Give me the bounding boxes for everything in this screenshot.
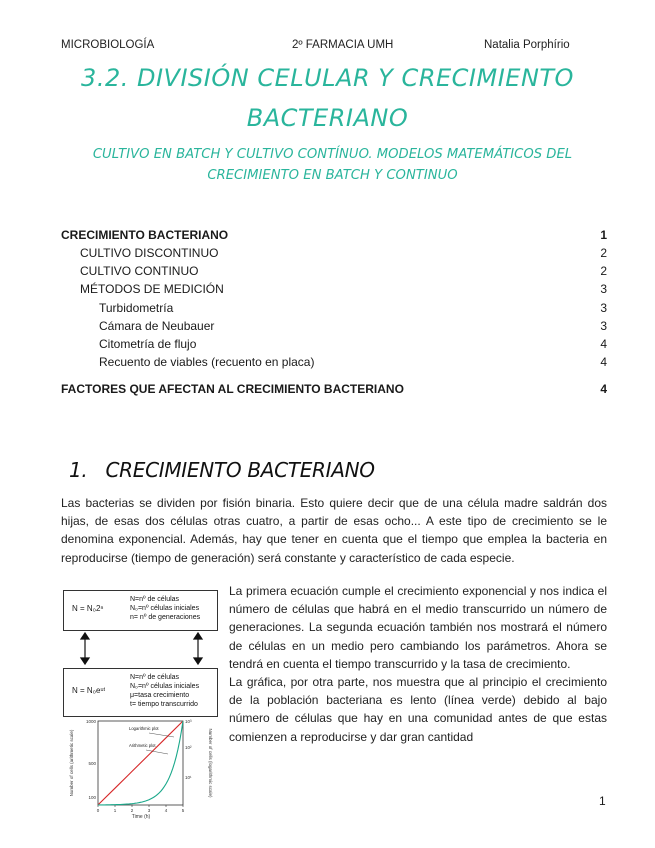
eq2-var: N=nº de células <box>130 674 180 681</box>
y-tick-label-right: 10² <box>185 745 192 750</box>
eq1-var: n= nº de generaciones <box>130 614 201 621</box>
toc-entry[interactable] <box>61 282 607 300</box>
section-heading <box>69 458 375 482</box>
eq2-var: t= tiempo transcurrido <box>130 701 198 708</box>
document-title-line2: BACTERIANO <box>246 104 409 132</box>
equation-2-vars <box>130 673 199 709</box>
eq1-var: N=nº de células <box>130 596 180 603</box>
toc-entry[interactable] <box>61 264 607 282</box>
toc-entry[interactable] <box>61 337 607 355</box>
header-subject: MICROBIOLOGÍA <box>61 39 155 51</box>
paragraph-2b: La gráfica, por otra parte, nos muestra que al principio el crecimiento de la población bacteriana es lento (línea verde) debido al bajo número de células que hay en una comunidad antes de que estas comienzen a reproducirse y dar gran cantidad <box>229 675 607 744</box>
toc-entry-page: 2 <box>600 264 607 278</box>
annotation-label: Logarithmic plot <box>129 726 159 731</box>
x-tick-label: 1 <box>113 808 117 813</box>
header-author: Natalia Porphírio <box>484 39 570 51</box>
toc-entry-page: 4 <box>600 355 607 369</box>
y-axis-label: Number of cells (arithmetic scale) <box>69 729 74 797</box>
section-number: 1. <box>69 458 88 482</box>
toc-entry-label: MÉTODOS DE MEDICIÓN <box>80 282 224 296</box>
toc-entry-label: Cámara de Neubauer <box>99 319 215 333</box>
arrows <box>61 631 221 667</box>
toc-entry[interactable] <box>61 246 607 264</box>
equation-box-2 <box>63 668 218 717</box>
section-title: CRECIMIENTO BACTERIANO <box>105 458 375 482</box>
equation-box-1 <box>63 590 218 631</box>
toc-entry-label: Citometría de flujo <box>99 337 197 351</box>
eq2-var: N₀=nº células iniciales <box>130 683 200 690</box>
equation-1-vars <box>130 595 200 622</box>
double-arrow-icon <box>81 633 89 664</box>
toc-entry-label: Turbidometría <box>99 301 174 315</box>
x-tick-label: 5 <box>181 808 185 813</box>
header-course: 2º FARMACIA UMH <box>292 39 394 51</box>
equation-1: N = N₀2ⁿ <box>72 604 104 613</box>
toc-entry[interactable] <box>61 355 607 373</box>
double-arrow-icon <box>194 633 202 664</box>
toc-entry-page: 1 <box>600 228 607 242</box>
paragraph-2a: La primera ecuación cumple el crecimiento exponencial y nos indica el número de células que habrá en el medio transcurrido un número de generaciones. La segunda ecuación también nos mostrará el número de células en un medio pero cambiando los parámetros. Ahora se tendrá en cuenta el tiempo transcurrido y la tasa de crecimiento. <box>229 584 607 671</box>
annotation-label: Arithmetic plot <box>129 743 156 748</box>
growth-chart <box>61 717 221 821</box>
toc-entry-page: 4 <box>600 337 607 351</box>
toc-entry[interactable] <box>61 301 607 319</box>
toc-entry[interactable] <box>61 382 607 400</box>
toc-entry-label: CULTIVO DISCONTINUO <box>80 246 219 260</box>
x-tick-label: 3 <box>147 808 151 813</box>
y-tick-label-right: 10³ <box>185 719 192 724</box>
document-title-line1: 3.2. DIVISIÓN CELULAR Y CRECIMIENTO <box>81 64 574 92</box>
x-tick-label: 0 <box>96 808 100 813</box>
toc-entry-label: FACTORES QUE AFECTAN AL CRECIMIENTO BACTERIANO <box>61 382 404 396</box>
y-axis-label-right: Number of cells (logarithmic scale) <box>208 728 213 798</box>
x-axis-label: Time (h) <box>131 814 151 820</box>
section-paragraph-2 <box>229 582 607 746</box>
toc-entry-page: 3 <box>600 282 607 296</box>
section-paragraph: Las bacterias se dividen por fisión binaria. Esto quiere decir que de una célula madre saldrán dos hijas, de esas dos células otras cuatro, a partir de esas ocho... A este tipo de crecimiento se le denomina exponencial. Además, hay que tener en cuenta que el tiempo que emplea la bacteria en reproducirse (tiempo de generación) será constante y característico de cada especie. <box>61 496 607 565</box>
eq1-var: N₀=nº células iniciales <box>130 605 200 612</box>
toc-entry-page: 3 <box>600 301 607 315</box>
page-number: 1 <box>599 794 606 808</box>
toc-entry[interactable] <box>61 228 607 246</box>
eq2-var: μ=tasa crecimiento <box>130 692 190 699</box>
x-tick-label: 2 <box>130 808 134 813</box>
x-tick-label: 4 <box>164 808 168 813</box>
toc-entry-label: CULTIVO CONTINUO <box>80 264 199 278</box>
toc-entry-label: Recuento de viables (recuento en placa) <box>99 355 315 369</box>
toc-entry-page: 2 <box>600 246 607 260</box>
equation-2: N = N₀eᵘᵗ <box>72 686 106 695</box>
y-tick-label: 1000 <box>85 719 96 724</box>
toc-entry-page: 4 <box>600 382 607 396</box>
y-tick-label: 100 <box>88 795 96 800</box>
y-tick-label-right: 10¹ <box>185 775 192 780</box>
toc-entry-page: 3 <box>600 319 607 333</box>
toc-entry[interactable] <box>61 319 607 337</box>
growth-figure <box>61 586 221 821</box>
document-subtitle: CULTIVO EN BATCH Y CULTIVO CONTÍNUO. MODELOS MATEMÁTICOS DEL CRECIMIENTO EN BATCH Y CONTINUO <box>92 147 573 183</box>
y-tick-label: 500 <box>88 761 96 766</box>
toc-entry-label: CRECIMIENTO BACTERIANO <box>61 228 229 242</box>
